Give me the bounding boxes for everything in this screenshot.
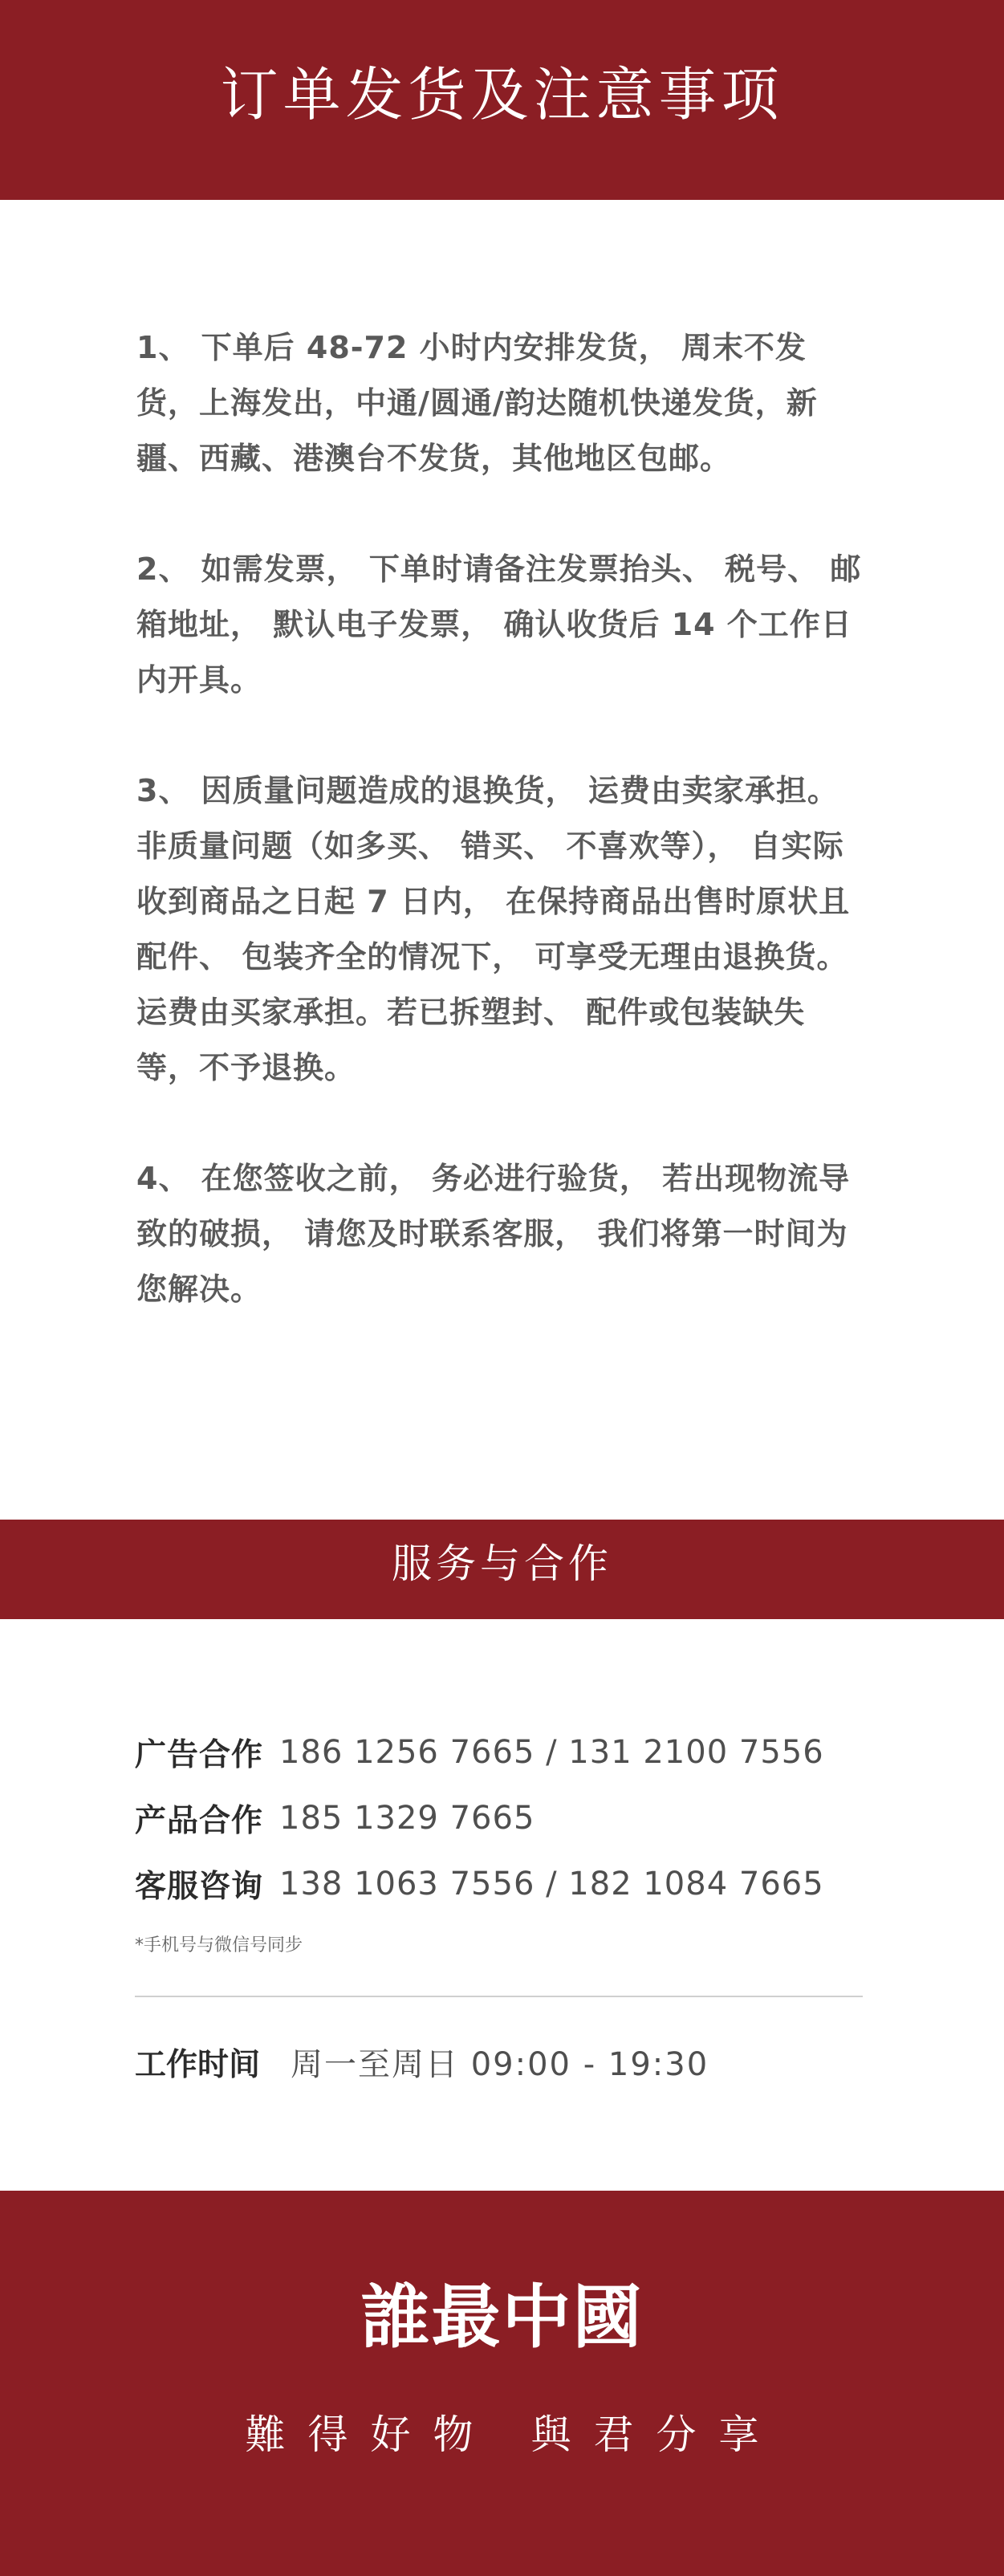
- service-title: 服务与合作: [392, 1540, 612, 1587]
- notice-item-shipping: 1、 下单后 48-72 小时内安排发货， 周末不发货，上海发出，中通/圆通/韵达随机快递发货，新疆、西藏、港澳台不发货，其他地区包邮。: [136, 330, 818, 476]
- contact-phone[interactable]: 185 1329 7665: [279, 1800, 535, 1837]
- contact-phone[interactable]: 138 1063 7556 / 182 1084 7665: [279, 1866, 824, 1902]
- wechat-footnote: *手机号与微信号同步: [135, 1935, 303, 1955]
- notice-section: [0, 200, 1004, 1520]
- divider: [135, 1996, 863, 1997]
- brand-logo: 誰最中國: [360, 2277, 644, 2358]
- contact-row-product: [135, 1785, 869, 1851]
- contact-row-support: [135, 1851, 869, 1917]
- contact-phone[interactable]: 186 1256 7665 / 131 2100 7556: [279, 1734, 824, 1771]
- notice-item-returns: 3、 因质量问题造成的退换货， 运费由卖家承担。非质量问题（如多买、 错买、 不喜欢等）， 自实际收到商品之日起 7 日内， 在保持商品出售时原状且配件、 包装齐全的情况下， 可享受无理由退换货。运费由买家承担。若已拆塑封、 配件或包装缺失等，不予退换。: [136, 773, 851, 1085]
- working-hours: [135, 2039, 869, 2085]
- hours-label: 工作时间: [135, 2046, 261, 2083]
- contact-row-advertising: [135, 1719, 869, 1785]
- notice-item-inspection: 4、 在您签收之前， 务必进行验货， 若出现物流导致的破损， 请您及时联系客服， 我们将第一时间为您解决。: [136, 1161, 851, 1307]
- contact-label: 产品合作: [135, 1803, 264, 1839]
- page-title: 订单发货及注意事项: [220, 61, 784, 128]
- contact-label: 客服咨询: [135, 1869, 264, 1905]
- brand-footer: [0, 2191, 1004, 2576]
- service-section: [0, 1619, 1004, 2191]
- service-banner: [0, 1520, 1004, 1619]
- header-banner: [0, 0, 1004, 200]
- hours-value: 周一至周日 09:00 - 19:30: [291, 2046, 709, 2083]
- brand-slogan: 難得好物 與君分享: [245, 2411, 782, 2458]
- contact-label: 广告合作: [135, 1737, 264, 1773]
- notice-item-invoice: 2、 如需发票， 下单时请备注发票抬头、 税号、 邮箱地址， 默认电子发票， 确认收货后 14 个工作日内开具。: [136, 551, 862, 698]
